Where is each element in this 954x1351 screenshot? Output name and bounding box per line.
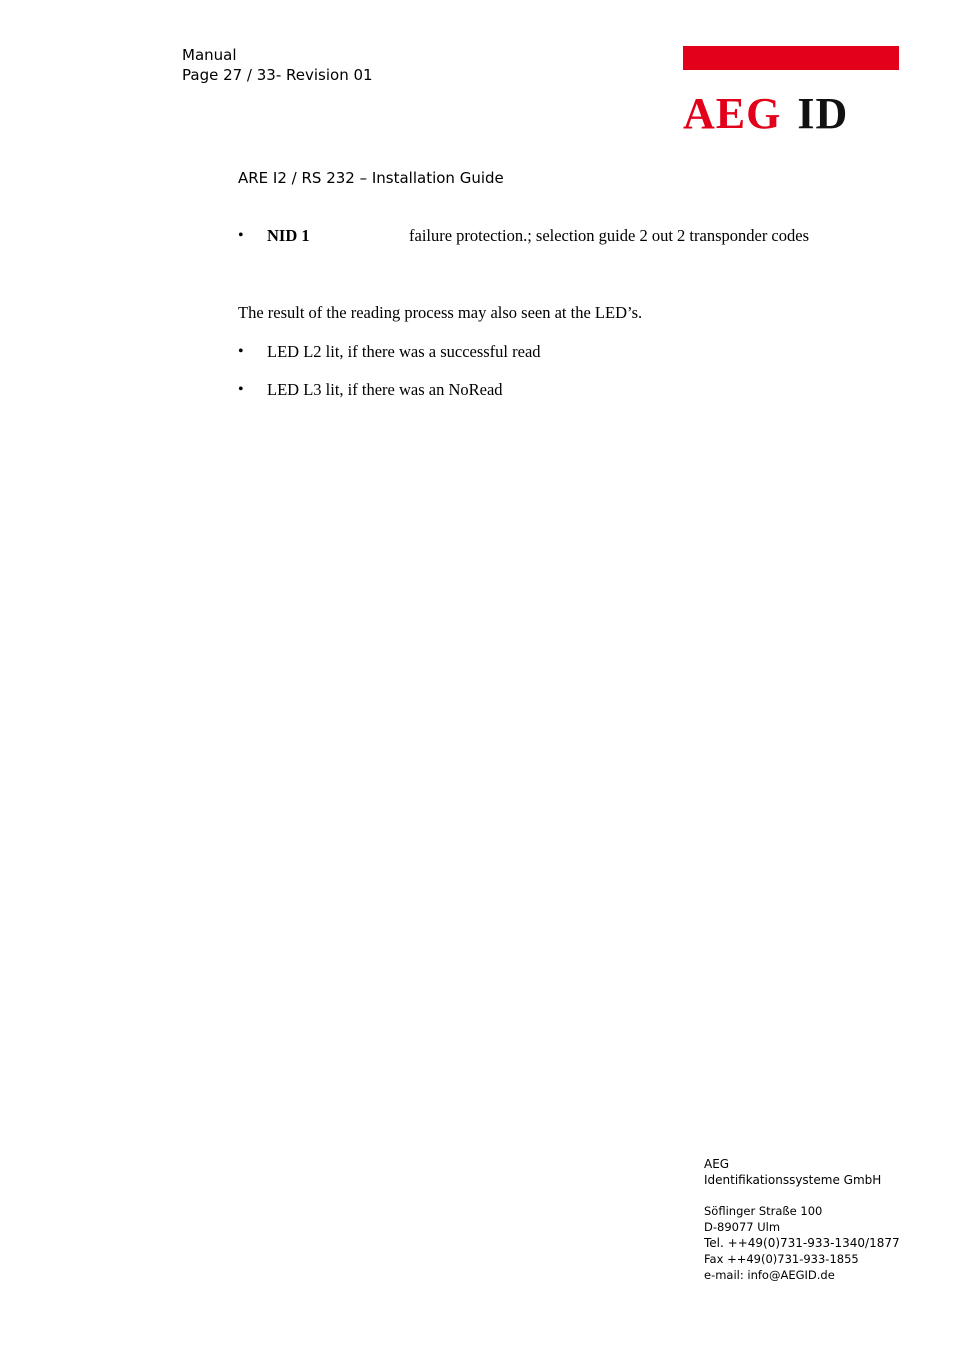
nid-label: NID 1 — [267, 226, 310, 245]
document-type: Manual — [182, 46, 237, 64]
page-number: Page 27 / 33- Revision 01 — [182, 66, 373, 84]
bullet-dot: • — [238, 227, 244, 244]
intro-paragraph: The result of the reading process may also seen at the LED’s. — [238, 303, 643, 322]
footer-city: D-89077 Ulm — [704, 1220, 781, 1234]
footer-email: e-mail: info@AEGID.de — [704, 1268, 835, 1282]
brand-bar — [683, 46, 899, 70]
footer-company: AEG — [704, 1157, 730, 1171]
footer-company-name: Identifikationssysteme GmbH — [704, 1173, 882, 1187]
bullet-dot: • — [238, 343, 244, 360]
footer-street: Söflinger Straße 100 — [704, 1204, 823, 1218]
logo-aeg-text: AEG — [683, 89, 782, 138]
footer-fax: Fax ++49(0)731-933-1855 — [704, 1252, 859, 1266]
footer-telephone: Tel. ++49(0)731-933-1340/1877 — [704, 1236, 900, 1250]
list-item: LED L2 lit, if there was a successful read — [267, 342, 541, 361]
document-subtitle: ARE I2 / RS 232 – Installation Guide — [238, 169, 504, 187]
logo-id-text: ID — [797, 89, 849, 138]
nid-description: failure protection.; selection guide 2 out 2 transponder codes — [409, 226, 810, 245]
bullet-dot: • — [238, 381, 244, 398]
aeg-id-logo — [683, 91, 903, 136]
list-item: LED L3 lit, if there was an NoRead — [267, 380, 503, 399]
